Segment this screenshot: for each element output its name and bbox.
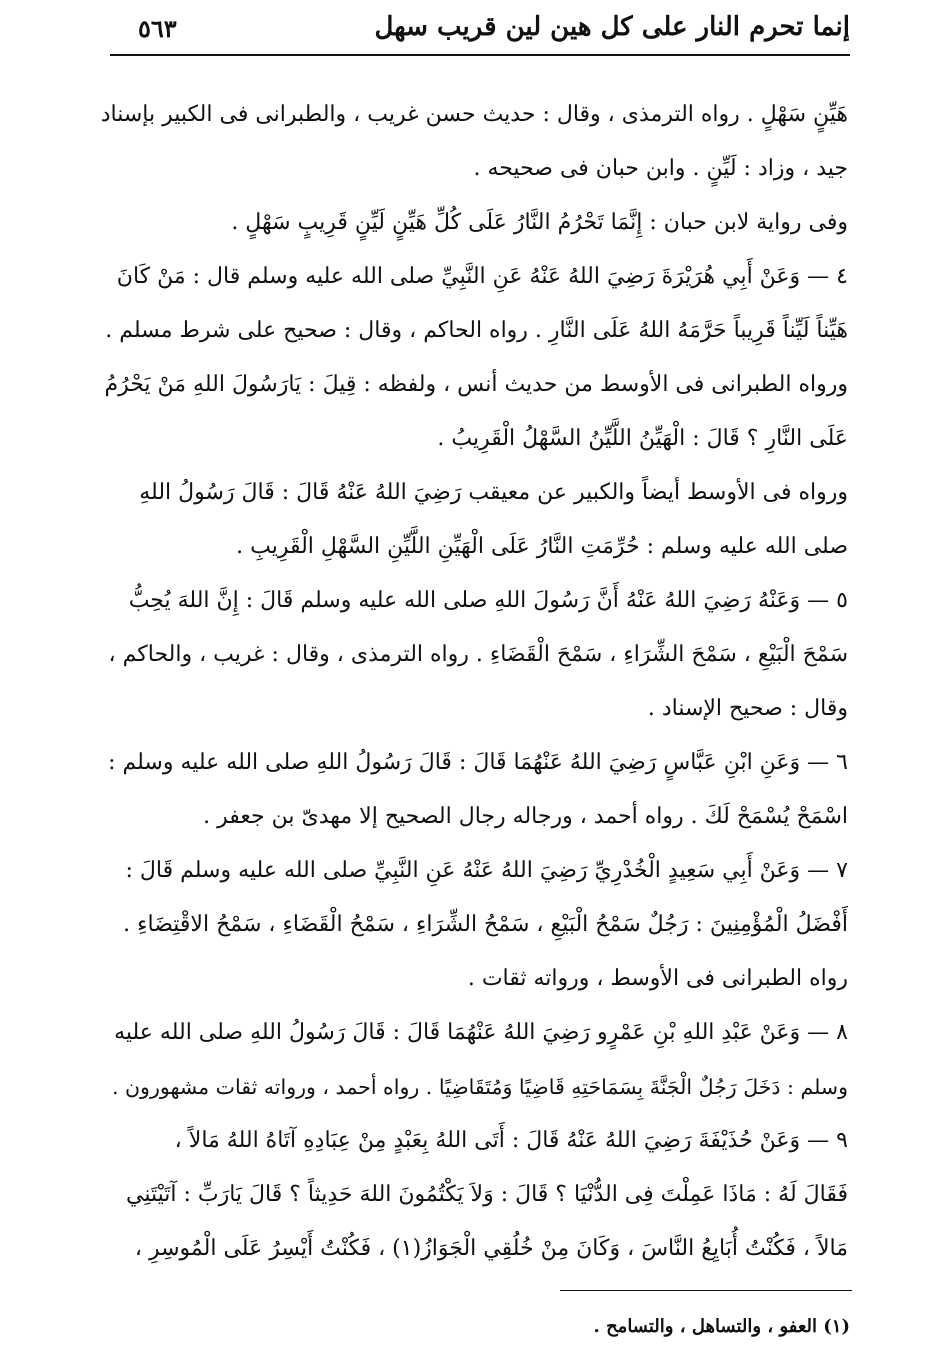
hadith-6-line: ٦ — وَعَنِ ابْنِ عَبَّاسٍ رَضِيَ اللهُ عَنْهُمَا قَالَ : قَالَ رَسُولُ اللهِ صلى الله عليه وسلم :	[108, 750, 848, 775]
page-number: ٥٦٣	[138, 14, 177, 43]
text-line: جيد ، وزاد : لَيِّنٍ . وابن حبان فى صحيحه .	[473, 156, 848, 181]
text-line: عَلَى النَّارِ ؟ قَالَ : الْهَيِّنُ اللَّيِّنُ السَّهْلُ الْقَرِيبُ .	[437, 426, 848, 451]
text-line: وسلم : دَخَلَ رَجُلٌ الْجَنَّةَ بِسَمَاحَتِهِ قَاضِيًا وَمُتَقَاضِيًا . رواه أحمد ، ورواته ثقات مشهورون .	[111, 1075, 848, 1099]
text-line: مَالاً ، فَكُنْتُ أُبَايِعُ النَّاسَ ، وَكَانَ مِنْ خُلُقِي الْجَوَازُ(١) ، فَكُنْتُ أَيْسِرُ عَلَى الْمُوسِرِ ،	[134, 1236, 848, 1261]
body-text	[100, 88, 848, 1276]
running-title: إنما تحرم النار على كل هين لين قريب سهل	[374, 12, 850, 42]
text-line: سَمْحَ الْبَيْعِ ، سَمْحَ الشِّرَاءِ ، سَمْحَ الْقَضَاءِ . رواه الترمذى ، وقال : غريب ، والحاكم ،	[108, 642, 848, 667]
text-line: صلى الله عليه وسلم : حُرِّمَتِ النَّارُ عَلَى الْهَيِّنِ اللَّيِّنِ السَّهْلِ الْقَرِيبِ .	[236, 534, 848, 559]
hadith-5-line: ٥ — وَعَنْهُ رَضِيَ اللهُ عَنْهُ أَنَّ رَسُولَ اللهِ صلى الله عليه وسلم قَالَ : إِنَّ اللهَ يُحِبُّ	[128, 588, 848, 613]
footnote-rule	[560, 1290, 852, 1291]
text-line: هَيِّنٍ سَهْلٍ . رواه الترمذى ، وقال : حديث حسن غريب ، والطبرانى فى الكبير بإسناد	[100, 102, 848, 127]
text-line: اسْمَحْ يُسْمَحْ لَكَ . رواه أحمد ، ورجاله رجال الصحيح إلا مهدىّ بن جعفر .	[203, 804, 848, 829]
text-line: فَقَالَ لَهُ : مَاذَا عَمِلْتَ فِى الدُّنْيَا ؟ قَالَ : وَلاَ يَكْتُمُونَ اللهَ حَدِيثاً ؟ قَالَ يَارَبِّ : آتَيْتَنِي	[126, 1182, 848, 1207]
text-line: رواه الطبرانى فى الأوسط ، ورواته ثقات .	[467, 966, 848, 991]
text-line: هَيِّناً لَيِّناً قَرِيباً حَرَّمَهُ اللهُ عَلَى النَّارِ . رواه الحاكم ، وقال : صحيح على شرط مسلم .	[105, 318, 848, 343]
text-line: وقال : صحيح الإسناد .	[647, 696, 848, 721]
footnote: (١) العفو ، والتساهل ، والتسامح .	[593, 1316, 850, 1337]
text-line: أَفْضَلُ الْمُؤْمِنِينَ : رَجُلٌ سَمْحُ الْبَيْعِ ، سَمْحُ الشِّرَاءِ ، سَمْحُ الْقَضَاءِ ، سَمْحُ الاقْتِضَاءِ .	[123, 912, 848, 937]
hadith-8-line: ٨ — وَعَنْ عَبْدِ اللهِ بْنِ عَمْرٍو رَضِيَ اللهُ عَنْهُمَا قَالَ : قَالَ رَسُولُ اللهِ صلى الله عليه	[114, 1020, 848, 1045]
hadith-4-line: ٤ — وَعَنْ أَبِي هُرَيْرَةَ رَضِيَ اللهُ عَنْهُ عَنِ النَّبِيِّ صلى الله عليه وسلم قال : مَنْ كَانَ	[116, 264, 848, 289]
hadith-9-line: ٩ — وَعَنْ حُذَيْفَةَ رَضِيَ اللهُ عَنْهُ قَالَ : أَتَى اللهُ بِعَبْدٍ مِنْ عِبَادِهِ آتَاهُ اللهُ مَالاً ،	[174, 1128, 848, 1153]
text-line: ورواه فى الأوسط أيضاً والكبير عن معيقب رَضِيَ اللهُ عَنْهُ قَالَ : قَالَ رَسُولُ اللهِ	[139, 480, 848, 505]
text-line: ورواه الطبرانى فى الأوسط من حديث أنس ، ولفظه : قِيلَ : يَارَسُولَ اللهِ مَنْ يَحْرُمُ	[104, 372, 848, 397]
hadith-7-line: ٧ — وَعَنْ أَبِي سَعِيدٍ الْخُدْرِيِّ رَضِيَ اللهُ عَنْهُ عَنِ النَّبِيِّ صلى الله عليه وسلم قَالَ :	[125, 858, 848, 883]
text-line: وفى رواية لابن حبان : إِنَّمَا تَحْرُمُ النَّارُ عَلَى كُلِّ هَيِّنٍ لَيِّنٍ قَرِيبٍ سَهْلٍ .	[231, 210, 848, 235]
running-header	[110, 8, 850, 52]
header-rule	[110, 54, 850, 56]
